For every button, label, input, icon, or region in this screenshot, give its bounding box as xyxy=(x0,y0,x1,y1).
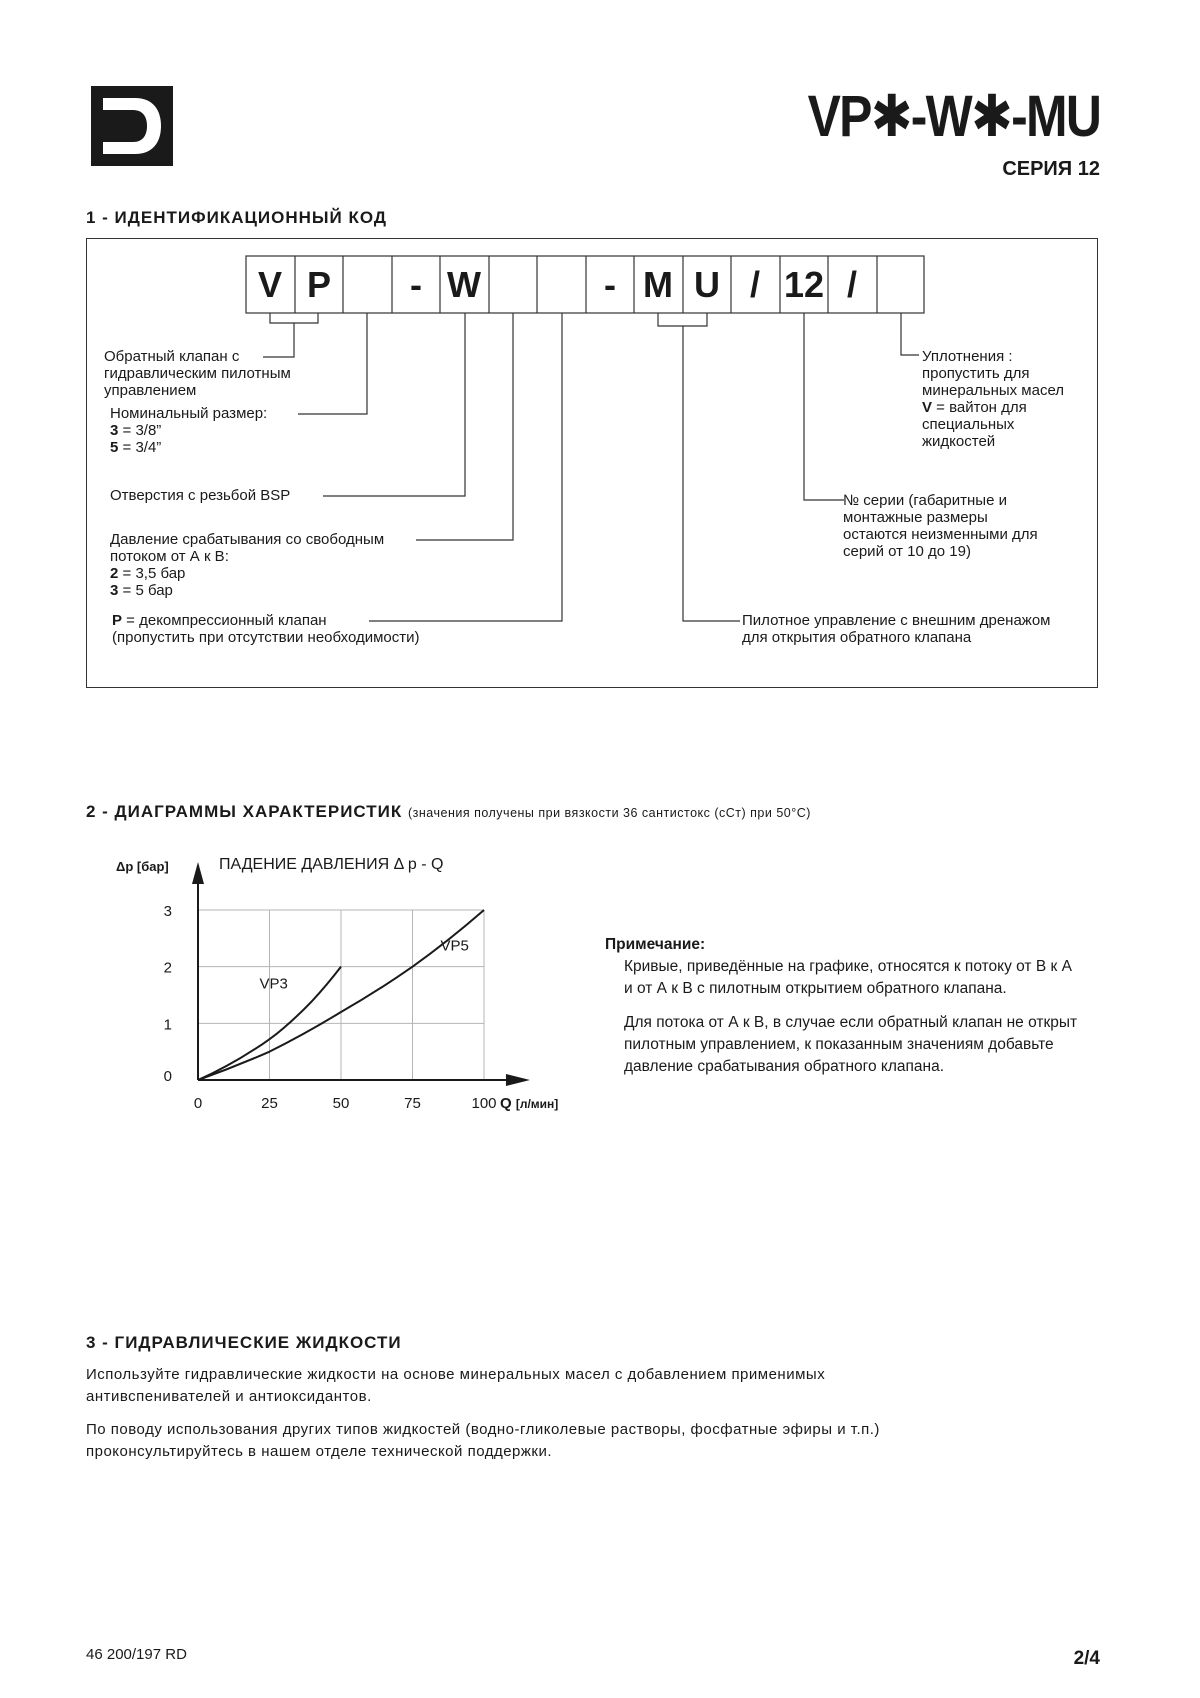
section3-paragraph-1: Используйте гидравлические жидкости на основе минеральных масел с добавлением применимых антивспенивателей и антиоксидантов. xyxy=(86,1366,826,1405)
y-tick-label: 3 xyxy=(163,903,172,920)
x-tick-label: 50 xyxy=(332,1095,350,1112)
code-cell-13: / xyxy=(846,263,857,305)
section1-heading: 1 - ИДЕНТИФИКАЦИОННЫЙ КОД xyxy=(86,208,387,227)
footer-document-code: 46 200/197 RD xyxy=(86,1646,187,1663)
note-title: Примечание: xyxy=(605,936,706,953)
x-tick-label: 100 xyxy=(471,1095,497,1112)
label-nominal-size: Номинальный размер: 3 = 3/8” 5 = 3/4” xyxy=(110,405,268,456)
label-series-number: № серии (габаритные и монтажные размеры остаются неизменными для серий от 10 до 19) xyxy=(843,492,1038,560)
section2-heading: 2 - ДИАГРАММЫ ХАРАКТЕРИСТИК (значения получены при вязкости 36 сантистокс (сСт) при 50°C) xyxy=(86,802,811,821)
document-title: VP✱-W✱-MU xyxy=(807,84,1100,149)
y-tick-label: 0 xyxy=(163,1068,172,1085)
section2-heading-note: (значения получены при вязкости 36 сантистокс (сСт) при 50°C) xyxy=(408,806,811,820)
series-label-vp5: VP5 xyxy=(440,937,469,955)
code-cell-1: V xyxy=(257,263,282,305)
x-tick-label: 25 xyxy=(261,1095,278,1112)
chart-title: ПАДЕНИЕ ДАВЛЕНИЯ Δ p - Q xyxy=(219,856,444,873)
y-tick-label: 1 xyxy=(163,1016,172,1034)
y-tick-label: 2 xyxy=(163,959,172,977)
note-paragraph-1: Кривые, приведённые на графике, относятся к потоку от В к А и от А к В с пилотным открытием обратного клапана. xyxy=(624,958,1072,997)
section3-heading: 3 - ГИДРАВЛИЧЕСКИЕ ЖИДКОСТИ xyxy=(86,1333,402,1352)
label-check-valve: Обратный клапан с гидравлическим пилотным управлением xyxy=(104,348,291,399)
label-cracking-pressure: Давление срабатывания со свободным потоком от А к В: 2 = 3,5 бар 3 = 5 бар xyxy=(110,531,385,599)
y-axis-arrow xyxy=(192,862,204,884)
label-decompression: P = декомпрессионный клапан (пропустить при отсутствии необходимости) xyxy=(112,612,420,646)
code-cell-2: P xyxy=(306,263,331,305)
code-cell-10: U xyxy=(694,263,720,305)
code-cell-11: / xyxy=(749,263,760,305)
label-seals: Уплотнения : пропустить для минеральных масел V = вайтон для специальных жидкостей xyxy=(922,348,1065,450)
x-axis-label: Q [л/мин] xyxy=(500,1095,559,1112)
code-cell-5: W xyxy=(447,263,481,305)
code-cell-12: 12 xyxy=(783,263,825,305)
x-tick-label: 75 xyxy=(404,1095,421,1112)
code-cell-4: - xyxy=(410,263,422,305)
code-cell-9: M xyxy=(643,263,673,305)
y-axis-label: Δp [бар] xyxy=(116,859,169,874)
section3-paragraph-2: По поводу использования других типов жидкостей (водно-гликолевые растворы, фосфатные эфиры и т.п.) проконсультируйтесь в нашем отделе технической поддержки. xyxy=(86,1421,880,1460)
x-tick-label: 0 xyxy=(193,1095,203,1112)
document-series: СЕРИЯ 12 xyxy=(1002,158,1100,180)
code-cell-8: - xyxy=(604,263,616,305)
footer-page-number: 2/4 xyxy=(1073,1648,1100,1669)
series-label-vp3: VP3 xyxy=(259,975,288,993)
label-bsp: Отверстия с резьбой BSP xyxy=(110,487,291,504)
label-pilot-drain: Пилотное управление с внешним дренажом для открытия обратного клапана xyxy=(742,612,1051,646)
note-paragraph-2: Для потока от А к В, в случае если обратный клапан не открыт пилотным управлением, к показанным значениям добавьте давление срабатывания обратного клапана. xyxy=(624,1014,1078,1075)
x-axis-arrow xyxy=(506,1074,530,1086)
